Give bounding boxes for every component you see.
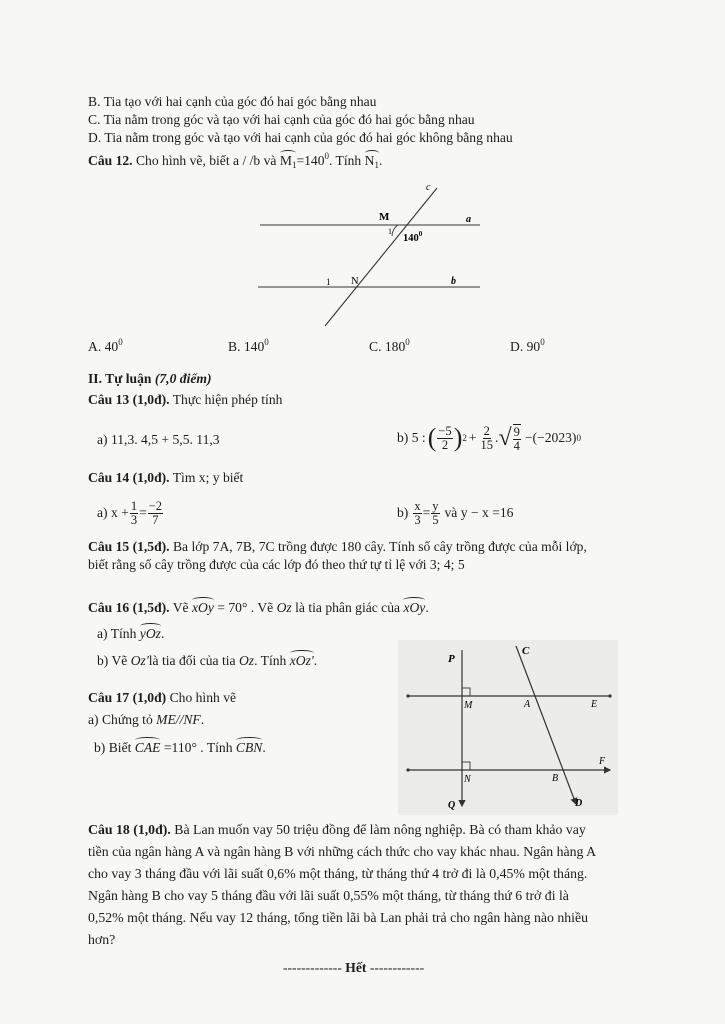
q12-angle-m: $M_1$: [279, 153, 297, 170]
q13-question: Câu 13 (1,0đ). Thực hiện phép tính: [88, 392, 283, 407]
q12-option-a: A. $40^0$: [88, 337, 123, 354]
q12-label: Câu 12.: [88, 153, 133, 168]
q17-fig-n: N: [464, 774, 471, 785]
q12-angle-arc: [392, 225, 398, 236]
q18-line1: Câu 18 (1,0đ). Bà Lan muốn vay 50 triệu đồng để làm nông nghiệp. Bà có tham khảo vay: [88, 822, 586, 837]
q17-figure: [398, 640, 618, 815]
q18-paragraph: [88, 819, 664, 951]
q12-deg: 0: [324, 151, 329, 161]
q17-question: Câu 17 (1,0đ) Cho hình vẽ: [88, 690, 237, 705]
q12-fig-140: $140^0$: [403, 230, 423, 244]
q17-fig-d: D: [575, 798, 583, 809]
q18-line5: 0,52% một tháng. Nếu vay 12 tháng, tổng tiền lãi bà Lan phải trả cho ngân hàng nào nhiều: [88, 910, 589, 925]
q12-line-c: [325, 188, 437, 326]
q18-line3: cho vay 3 tháng đầu với lãi suất 0,6% một tháng, từ tháng thứ 4 trở đi là 0,45% một tháng.: [88, 866, 588, 881]
end-marker: ------------- Hết ------------: [283, 960, 425, 975]
q11-option-b: B. Tia tạo với hai cạnh của góc đó hai góc bằng nhau: [88, 94, 377, 109]
q12-question: [88, 151, 382, 169]
q18-line6: hơn?: [88, 932, 116, 947]
q17-part-a: a) Chứng tỏ ME//NF.: [88, 712, 205, 727]
q17-part-b: b) Biết CAE =110° . Tính CBN.: [94, 740, 266, 755]
q17-fig-p: P: [448, 653, 455, 665]
q16-part-b: b) Vẽ Oz'là tia đối của tia Oz. Tính xOz'.: [97, 653, 318, 668]
q12-option-c: C. $180^0$: [369, 337, 410, 354]
q18-line2: tiền của ngân hàng A và ngân hàng B với những cách thức cho vay khác nhau. Ngân hàng A: [88, 844, 597, 859]
q14-question: Câu 14 (1,0đ). Tìm x; y biết: [88, 470, 244, 485]
q12-angle-n: $N_1$: [364, 153, 379, 170]
q12-text2: . Tính: [329, 153, 362, 168]
q17-fig-b: B: [552, 773, 559, 784]
q16-part-a: a) Tính yOz.: [97, 626, 165, 641]
q15-line2: biết rằng số cây trồng được của các lớp đó theo thứ tự tỉ lệ với 3; 4; 5: [88, 557, 465, 572]
q17-fig-q: Q: [448, 800, 456, 811]
q12-fig-m: M: [379, 211, 390, 223]
q12-fig-b: b: [451, 276, 456, 287]
q11-option-d: D. Tia nằm trong góc và tạo với hai cạnh của góc đó hai góc không bằng nhau: [88, 130, 513, 145]
q13-part-a: a) 11,3. 4,5 + 5,5. 11,3: [97, 432, 220, 447]
q16-angle-xoz2: xOz': [289, 653, 314, 668]
q16-angle-yoz: yOz: [139, 626, 161, 641]
q17-angle-cbn: CBN: [235, 740, 263, 755]
q12-option-d: D. $90^0$: [510, 337, 545, 354]
q17-fig-e: E: [591, 699, 598, 710]
q12-eq: =140: [296, 153, 325, 168]
q14-part-b: b) $\frac{x}{3}$ = $\frac{y}{5}$ và y − x =16: [397, 498, 514, 527]
q17-figure-bg: [398, 640, 618, 815]
q14-part-a: a) x + $\frac{1}{3}$ = $\frac{-2}{7}$: [97, 498, 163, 527]
q17-angle-cae: CAE: [134, 740, 161, 755]
q11-option-c: C. Tia nằm trong góc và tạo với hai cạnh của góc đó hai góc bằng nhau: [88, 112, 475, 127]
q12-figure: [240, 178, 530, 328]
q16-question: Câu 16 (1,5đ). Vẽ xOy = 70° . Vẽ Oz là tia phân giác của xOy.: [88, 600, 429, 615]
q17-fig-c: C: [522, 645, 530, 657]
q16-angle-xoy: xOy: [192, 600, 214, 615]
part2-heading: II. Tự luận (7,0 điểm): [88, 371, 212, 386]
q13-part-b: b) 5 : ( $\frac{-5}{2}$ ) 2 + $\frac{2}{15}$ . √ $\frac{9}{4}$ −(−2023) 0: [397, 423, 581, 453]
q17-fig-f: F: [599, 756, 606, 767]
q12-fig-1m: 1: [388, 227, 392, 236]
q17-fig-m: M: [464, 700, 473, 711]
q12-fig-1n: 1: [326, 277, 331, 287]
q12-fig-a: a: [466, 214, 471, 225]
q18-line4: Ngân hàng B cho vay 5 tháng đầu với lãi suất 0,55% một tháng, từ tháng thứ 6 trở đi là: [88, 888, 569, 903]
q12-text1: Cho hình vẽ, biết a / /b và: [135, 153, 277, 168]
q12-fig-c: c: [426, 182, 431, 193]
q16-angle-xoy-2: xOy: [403, 600, 426, 615]
q12-option-b: B. $140^0$: [228, 337, 269, 354]
q12-dot: .: [378, 153, 383, 168]
q17-fig-a: A: [524, 699, 531, 710]
q12-fig-n: N: [351, 276, 359, 287]
q15-line1: Câu 15 (1,5đ). Ba lớp 7A, 7B, 7C trồng được 180 cây. Tính số cây trồng được của mỗi lớp,: [88, 539, 587, 554]
